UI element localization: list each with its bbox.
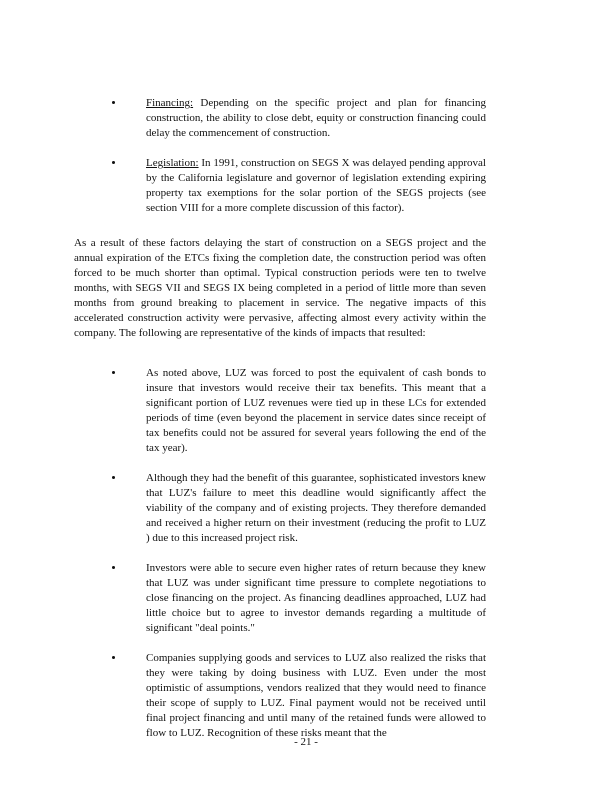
bullet-legislation	[112, 156, 486, 216]
bullet-dot	[112, 566, 115, 569]
bullet-dot	[112, 371, 115, 374]
bullet-financing	[112, 96, 486, 141]
impact-bullet-investor-return	[112, 471, 486, 546]
impact-bullet-text: Companies supplying goods and services to LUZ also realized the risks that they were taking by doing business with LUZ. Even under the most optimistic of assumptions, vendors realized that they would need to finance their scope of supply to LUZ. Final payment would not be received until final project financing and until many of the retained funds were allowed to flow to LUZ. Recognition of these risks meant that the	[146, 652, 486, 739]
impact-bullet-lc	[112, 366, 486, 456]
top-bullet-list	[112, 96, 486, 231]
body-paragraph: As a result of these factors delaying the start of construction on a SEGS project and the annual expiration of the ETCs fixing the completion date, the construction period was often forced to be much shorter than optimal. Typical construction periods were ten to twelve months, with SEGS VII and SEGS IX being completed in a period of little more than seven months from ground breaking to placement in service. The negative impacts of this accelerated construction activity were pervasive, affecting almost every activity within the company. The following are representative of the kinds of impacts that resulted:	[74, 237, 486, 339]
impact-bullet-list	[112, 366, 486, 756]
impact-bullet-text: Investors were able to secure even higher rates of return because they knew that LUZ was under significant time pressure to complete negotiations to close financing on the project. As financing deadlines approached, LUZ had little choice but to agree to investor demands regarding a multitude of significant "deal points."	[146, 562, 486, 634]
impact-bullet-text: As noted above, LUZ was forced to post the equivalent of cash bonds to insure that investors would receive their tax benefits. This meant that a significant portion of LUZ revenues were tied up in these LCs for extended periods of time (even beyond the placement in service dates since receipt of tax benefits could not be assured for several years following the end of the tax year).	[146, 367, 486, 454]
bullet-dot	[112, 476, 115, 479]
impact-bullet-vendors	[112, 651, 486, 741]
bullet-text-legislation: In 1991, construction on SEGS X was delayed pending approval by the California legislature and governor of legislation extending expiring property tax exemptions for the solar portion of the SEGS projects (see section VIII for a more complete discussion of this factor).	[146, 157, 486, 214]
bullet-text-financing: Depending on the specific project and plan for financing construction, the ability to close debt, equity or construction financing could delay the commencement of construction.	[146, 97, 486, 139]
page-number: - 21 -	[294, 736, 318, 748]
bullet-lead-legislation: Legislation:	[146, 157, 199, 169]
bullet-dot	[112, 656, 115, 659]
bullet-lead-financing: Financing:	[146, 97, 194, 109]
bullet-dot	[112, 101, 115, 104]
bullet-dot	[112, 161, 115, 164]
impact-bullet-text: Although they had the benefit of this guarantee, sophisticated investors knew that LUZ's failure to meet this deadline would significantly affect the viability of the company and of existing projects. They therefore demanded and received a higher return on their investment (reducing the profit to LUZ ) due to this increased project risk.	[146, 472, 486, 544]
impact-bullet-deal-points	[112, 561, 486, 636]
